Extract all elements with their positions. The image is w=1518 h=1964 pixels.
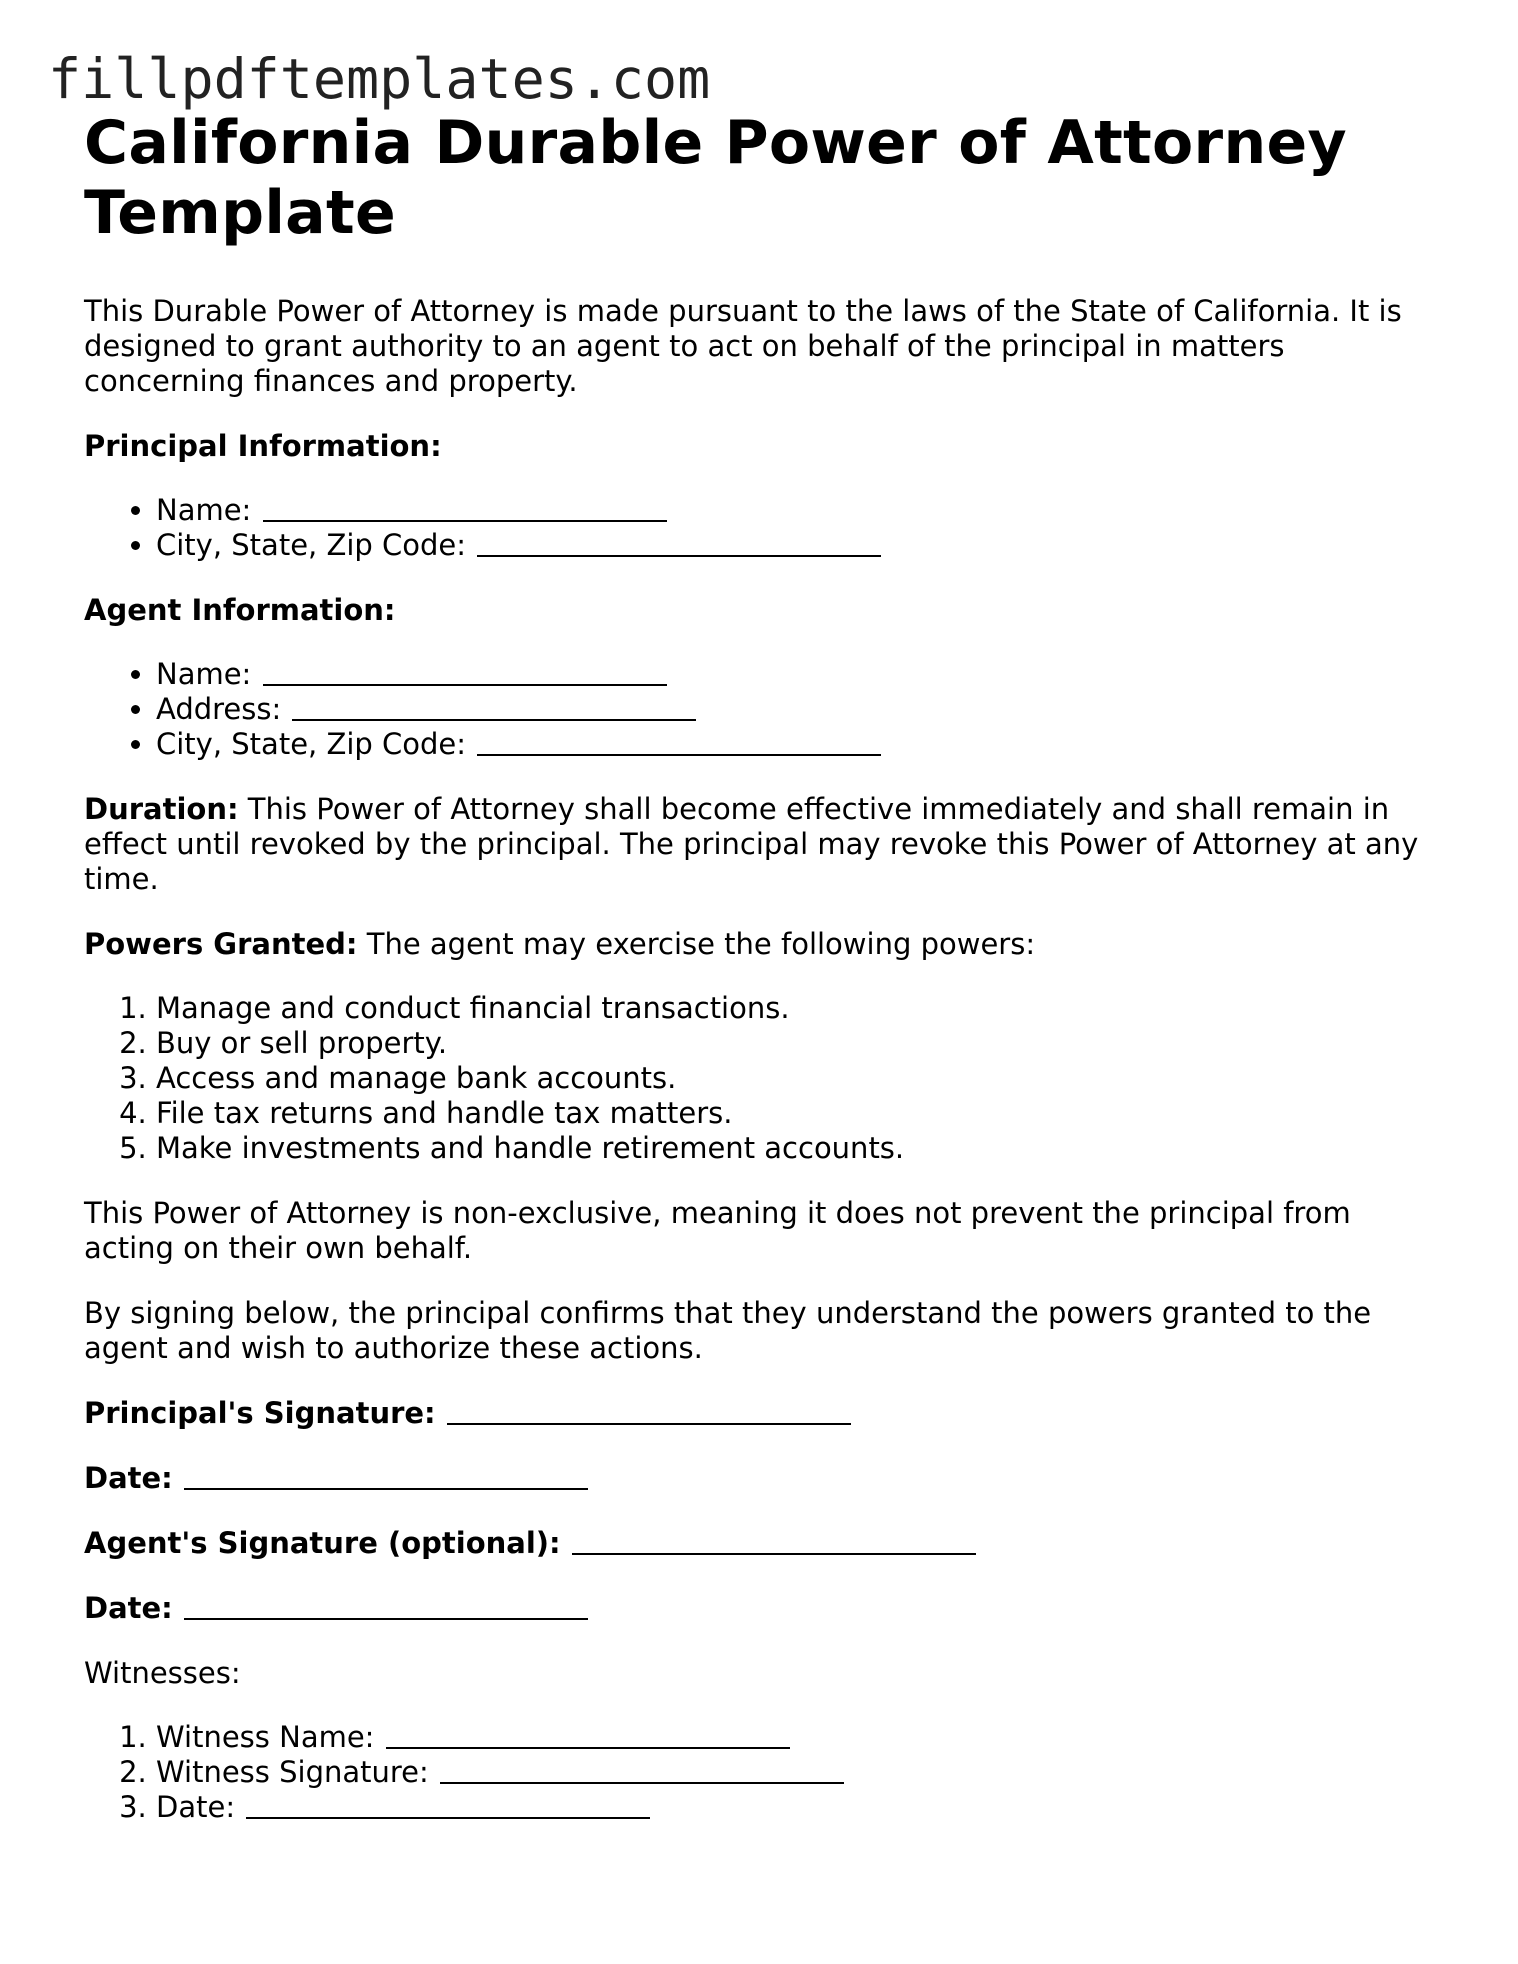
field-label: Address: [156,692,282,726]
list-item: 1. Manage and conduct financial transactions. [156,991,1444,1026]
duration-label: Duration: [84,792,239,826]
powers-paragraph [84,927,1444,962]
powers-text: The agent may exercise the following powers: [357,927,1036,961]
principal-signature-line[interactable] [84,1396,1444,1431]
list-item: 4. File tax returns and handle tax matters. [156,1096,1444,1131]
field-label: Name: [156,493,252,527]
blank-line[interactable] [477,554,881,557]
principal-date-line[interactable] [84,1461,1444,1496]
blank-line[interactable] [292,718,696,721]
blank-line[interactable] [386,1746,790,1749]
agent-signature-label: Agent's Signature (optional): [84,1526,561,1560]
principal-heading: Principal Information: [84,429,442,463]
agent-address-field[interactable] [156,692,1444,727]
blank-line[interactable] [184,1617,588,1620]
watermark: fillpdftemplates.com [48,47,711,111]
witness-date-field[interactable] [156,1790,1444,1825]
witnesses-list [84,1720,1444,1825]
blank-line[interactable] [263,683,667,686]
blank-line[interactable] [572,1552,976,1555]
principal-city-field[interactable] [156,528,1444,563]
witness-name-field[interactable] [156,1720,1444,1755]
principal-name-field[interactable] [156,493,1444,528]
powers-list [84,991,1444,1166]
list-item: 3. Access and manage bank accounts. [156,1061,1444,1096]
blank-line[interactable] [184,1487,588,1490]
list-item: 2. Buy or sell property. [156,1026,1444,1061]
principal-date-label: Date: [84,1461,173,1495]
principal-signature-label: Principal's Signature: [84,1396,436,1430]
blank-line[interactable] [440,1781,844,1784]
page-title: California Durable Power of Attorney Template [84,108,1347,248]
confirmation-paragraph: By signing below, the principal confirms that they understand the powers granted to the agent and wish to authorize these actions. [84,1296,1372,1365]
field-label: City, State, Zip Code: [156,528,467,562]
blank-line[interactable] [246,1816,650,1819]
field-label: Witness Signature: [156,1755,429,1789]
witnesses-heading: Witnesses: [84,1656,241,1690]
blank-line[interactable] [263,519,667,522]
blank-line[interactable] [477,753,881,756]
witness-signature-field[interactable] [156,1755,1444,1790]
duration-paragraph [84,792,1444,897]
list-item: 5. Make investments and handle retirement accounts. [156,1131,1444,1166]
principal-fields [84,493,1444,563]
agent-signature-line[interactable] [84,1526,1444,1561]
non-exclusive-paragraph: This Power of Attorney is non-exclusive, meaning it does not prevent the principal from acting on their own behalf. [84,1196,1351,1265]
field-label: Witness Name: [156,1720,375,1754]
agent-date-line[interactable] [84,1591,1444,1626]
field-label: Name: [156,657,252,691]
agent-name-field[interactable] [156,657,1444,692]
agent-date-label: Date: [84,1591,173,1625]
field-label: Date: [156,1790,236,1824]
document-page [84,108,1444,1825]
blank-line[interactable] [447,1422,851,1425]
agent-city-field[interactable] [156,727,1444,762]
powers-label: Powers Granted: [84,927,358,961]
duration-text: This Power of Attorney shall become effective immediately and shall remain in effect until revoked by the principal. The principal may revoke this Power of Attorney at any time. [84,792,1419,896]
intro-paragraph: This Durable Power of Attorney is made pursuant to the laws of the State of California. It is designed to grant authority to an agent to act on behalf of the principal in matters concerning finances and property. [84,294,1402,398]
agent-heading: Agent Information: [84,593,396,627]
field-label: City, State, Zip Code: [156,727,467,761]
agent-fields [84,657,1444,762]
